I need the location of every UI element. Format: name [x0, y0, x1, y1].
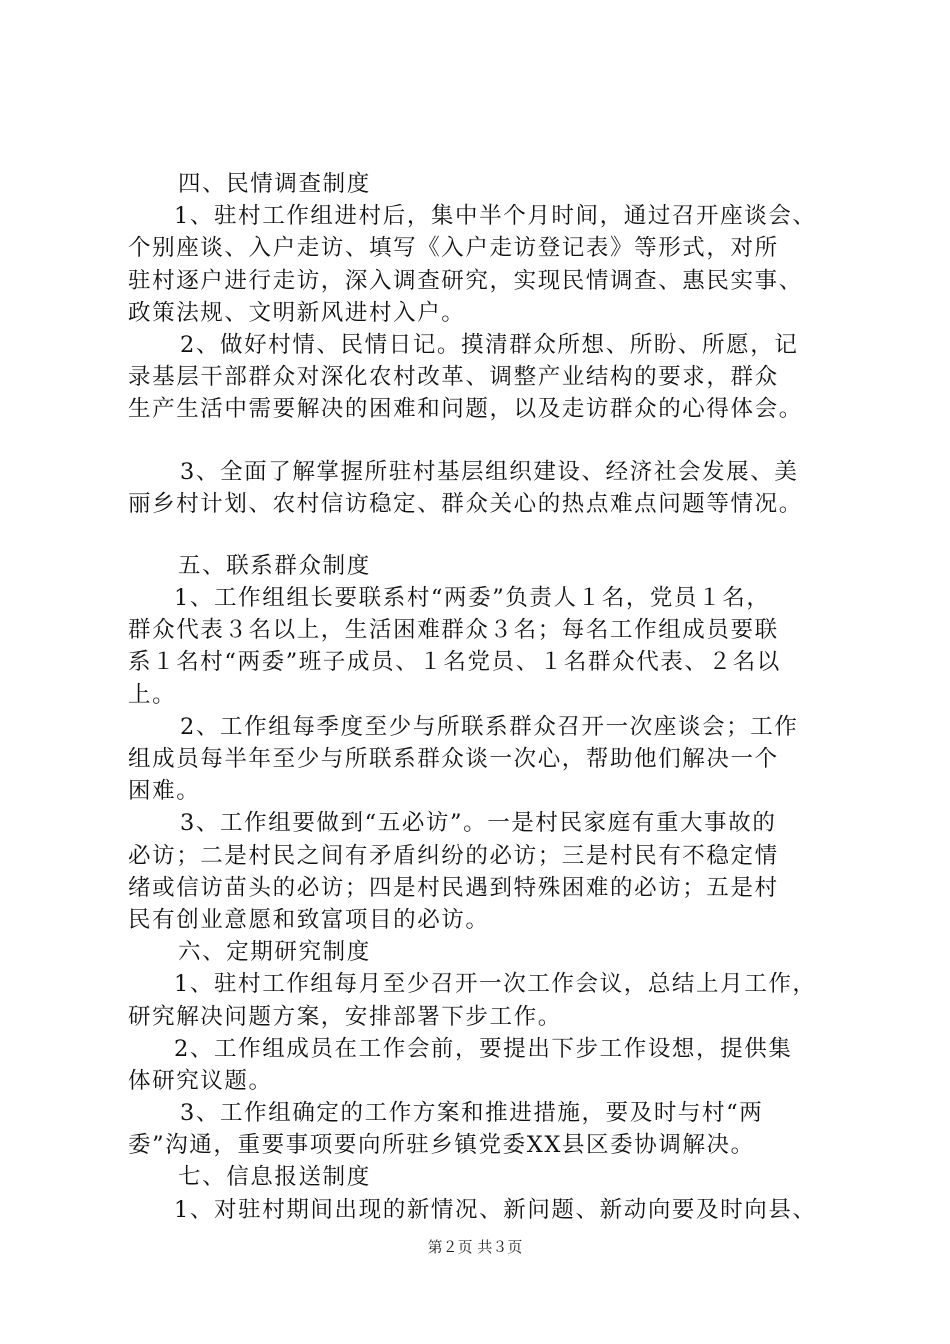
paragraph-line: 1、驻村工作组每月至少召开一次工作会议，总结上月工作， — [174, 971, 817, 998]
paragraph-line: 困难。 — [128, 778, 201, 805]
paragraph-line: 1、工作组组长要联系村“两委”负责人１名，党员１名， — [174, 585, 771, 612]
page-number: 第２页 共３页 — [427, 1238, 523, 1256]
section-heading: 四、民情调查制度 — [178, 171, 371, 197]
paragraph-gap — [128, 520, 848, 550]
paragraph-line: 系１名村“两委”班子成员、１名党员、１名群众代表、２名以 — [128, 649, 781, 676]
paragraph-line: 1、驻村工作组进村后，集中半个月时间，通过召开座谈会、 — [174, 203, 817, 230]
paragraph-line: 驻村逐户进行走访，深入调查研究，实现民情调查、惠民实事、 — [128, 267, 803, 294]
paragraph-line: 生产生活中需要解决的困难和问题，以及走访群众的心得体会。 — [128, 396, 803, 423]
paragraph-line: 绪或信访苗头的必访；四是村民遇到特殊困难的必访；五是村 — [128, 874, 779, 901]
paragraph-line: 个别座谈、入户走访、填写《入户走访登记表》等形式，对所 — [128, 235, 779, 262]
paragraph-line: 3、全面了解掌握所驻村基层组织建设、经济社会发展、美 — [180, 458, 799, 485]
section-heading: 五、联系群众制度 — [178, 552, 371, 579]
paragraph-line: 必访；二是村民之间有矛盾纠纷的必访；三是村民有不稳定情 — [128, 842, 779, 869]
paragraph-line: 2、工作组每季度至少与所联系群众召开一次座谈会；工作 — [180, 713, 799, 740]
paragraph-line: 2、做好村情、民情日记。摸清群众所想、所盼、所愿，记 — [180, 331, 799, 358]
paragraph-line: 上。 — [128, 681, 177, 708]
section-heading: 七、信息报送制度 — [178, 1164, 371, 1191]
paragraph-line: 研究解决问题方案，安排部署下步工作。 — [128, 1003, 562, 1030]
section-heading: 六、定期研究制度 — [178, 939, 371, 966]
paragraph-line: 3、工作组要做到“五必访”。一是村民家庭有重大事故的 — [180, 810, 777, 837]
paragraph-line: 2、工作组成员在工作会前，要提出下步工作设想，提供集 — [174, 1035, 793, 1062]
paragraph-line: 政策法规、文明新风进村入户。 — [128, 299, 466, 326]
paragraph-line: 体研究议题。 — [128, 1067, 273, 1094]
paragraph-line: 录基层干部群众对深化农村改革、调整产业结构的要求，群众 — [128, 364, 779, 391]
paragraph-line: 3、工作组确定的工作方案和推进措施，要及时与村“两 — [180, 1100, 764, 1127]
paragraph-line: 群众代表３名以上，生活困难群众３名；每名工作组成员要联 — [128, 617, 779, 644]
paragraph-line: 丽乡村计划、农村信访稳定、群众关心的热点难点问题等情况。 — [128, 490, 803, 517]
paragraph-gap — [128, 426, 848, 456]
paragraph-line: 1、对驻村期间出现的新情况、新问题、新动向要及时向县、 — [174, 1196, 817, 1223]
paragraph-line: 组成员每半年至少与所联系群众谈一次心，帮助他们解决一个 — [128, 746, 779, 772]
paragraph-line: 委”沟通，重要事项要向所驻乡镇党委XX县区委协调解决。 — [128, 1132, 755, 1159]
paragraph-line: 民有创业意愿和致富项目的必访。 — [128, 906, 490, 933]
document-body — [128, 168, 848, 1226]
